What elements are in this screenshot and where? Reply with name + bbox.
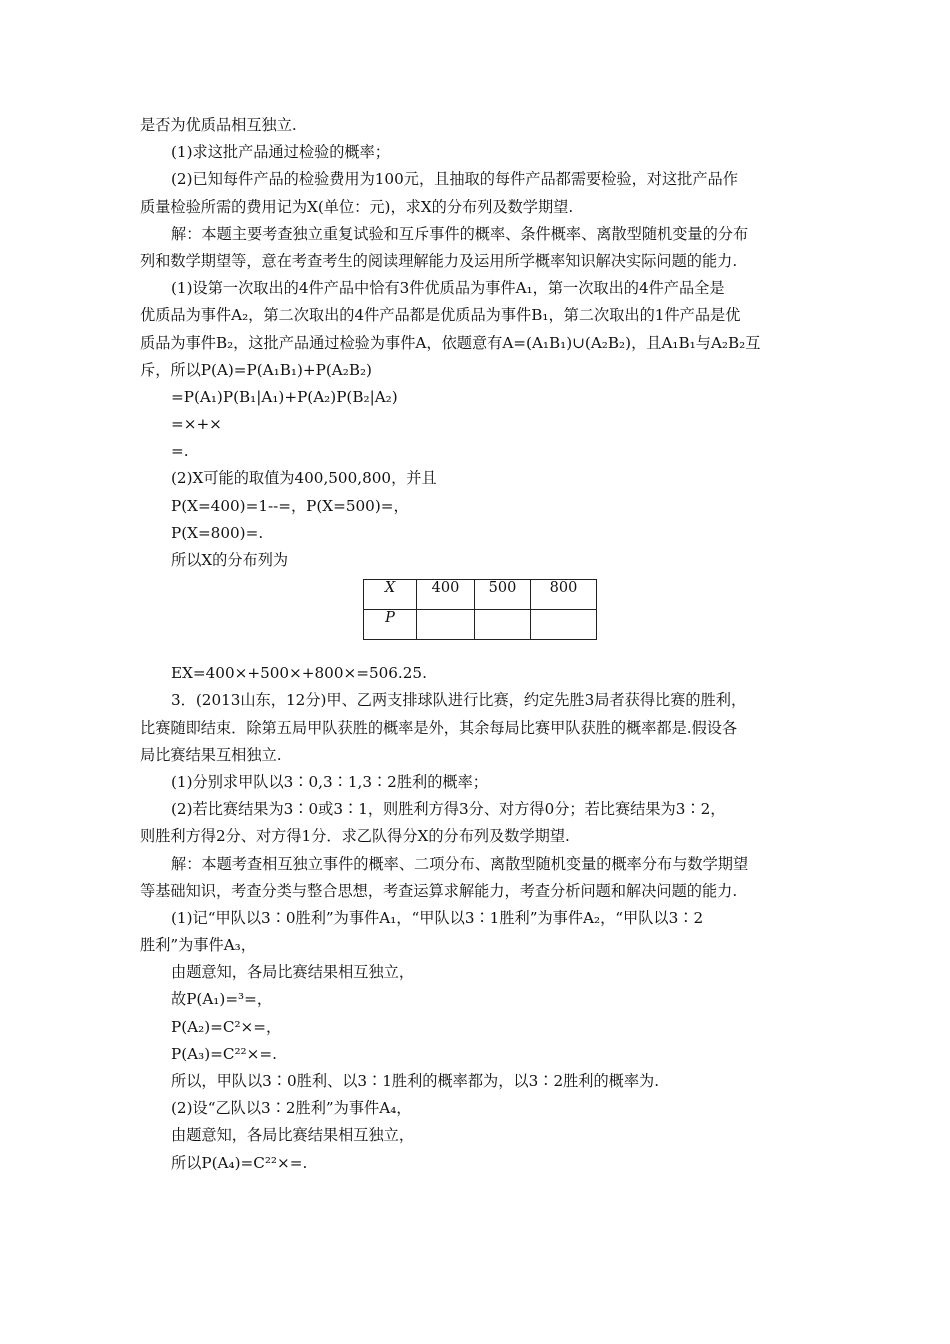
text-line: 胜利”为事件A₃， (140, 936, 256, 955)
text-line: (1)设第一次取出的4件产品中恰有3件优质品为事件A₁，第一次取出的4件产品全是 (171, 279, 725, 298)
text-block-part2 (140, 660, 820, 1177)
text-line: 故P(A₁)=³=， (171, 990, 273, 1009)
text-line: (2)设“乙队以3∶2胜利”为事件A₄， (171, 1099, 412, 1118)
text-line: =P(A₁)P(B₁|A₁)+P(A₂)P(B₂|A₂) (171, 387, 398, 406)
text-line: (1)分别求甲队以3∶0,3∶1,3∶2胜利的概率； (171, 772, 488, 791)
distribution-table (363, 579, 597, 640)
table-cell (475, 610, 531, 640)
table-cell: 800 (531, 580, 597, 610)
text-line: 所以X的分布列为 (171, 551, 289, 569)
table-row (364, 610, 597, 640)
text-line: =. (171, 442, 189, 461)
text-line: 解：本题主要考查独立重复试验和互斥事件的概率、条件概率、离散型随机变量的分布 (171, 224, 749, 243)
text-line: P(X=800)=. (171, 523, 264, 542)
text-line: 质品为事件B₂，这批产品通过检验为事件A，依题意有A=(A₁B₁)∪(A₂B₂)，且A₁B₁与A₂B₂互 (140, 333, 761, 352)
text-line: 比赛随即结束．除第五局甲队获胜的概率是外，其余每局比赛甲队获胜的概率都是.假设各 (140, 718, 738, 737)
text-line: =×+× (171, 415, 222, 434)
text-line: P(A₂)=C²×=， (171, 1017, 282, 1036)
text-line: 3．(2013山东，12分)甲、乙两支排球队进行比赛，约定先胜3局者获得比赛的胜利， (171, 691, 747, 710)
text-line: 所以，甲队以3∶0胜利、以3∶1胜利的概率都为，以3∶2胜利的概率为. (171, 1072, 660, 1090)
text-line: (1)记“甲队以3∶0胜利”为事件A₁，“甲队以3∶1胜利”为事件A₂，“甲队以3∶2 (171, 908, 704, 927)
text-block-part1 (140, 112, 820, 574)
document-body (140, 112, 820, 1177)
text-line: (1)求这批产品通过检验的概率； (171, 143, 390, 162)
text-line: 由题意知，各局比赛结果相互独立， (171, 1126, 414, 1145)
table-cell: 400 (417, 580, 475, 610)
table-cell: 500 (475, 580, 531, 610)
text-line: 优质品为事件A₂，第二次取出的4件产品都是优质品为事件B₁，第二次取出的1件产品是优 (140, 306, 741, 325)
text-line: (2)X可能的取值为400,500,800，并且 (171, 469, 437, 488)
text-line: (2)若比赛结果为3∶0或3∶1，则胜利方得3分、对方得0分；若比赛结果为3∶2， (171, 800, 726, 819)
table-cell: X (364, 580, 417, 610)
table-cell (531, 610, 597, 640)
table-cell (417, 610, 475, 640)
text-line: 斥，所以P(A)=P(A₁B₁)+P(A₂B₂) (140, 360, 372, 379)
text-line: (2)已知每件产品的检验费用为100元，且抽取的每件产品都需要检验，对这批产品作 (171, 170, 738, 189)
text-line: 质量检验所需的费用记为X(单位：元)，求X的分布列及数学期望. (140, 197, 574, 216)
text-line: 所以P(A₄)=C²²×=. (171, 1153, 308, 1172)
text-line: 等基础知识，考查分类与整合思想，考查运算求解能力，考查分析问题和解决问题的能力. (140, 881, 738, 900)
text-line: 列和数学期望等，意在考查考生的阅读理解能力及运用所学概率知识解决实际问题的能力. (140, 251, 738, 270)
text-line: 局比赛结果互相独立. (140, 745, 282, 764)
text-line: EX=400×+500×+800×=506.25. (171, 664, 427, 683)
text-line: P(X=400)=1--=，P(X=500)=， (171, 496, 409, 515)
table-cell: P (364, 610, 417, 640)
text-line: 解：本题考查相互独立事件的概率、二项分布、离散型随机变量的概率分布与数学期望 (171, 854, 749, 873)
text-line: P(A₃)=C²²×=. (171, 1044, 277, 1063)
text-line: 则胜利方得2分、对方得1分．求乙队得分X的分布列及数学期望. (140, 827, 570, 846)
text-line: 是否为优质品相互独立. (140, 116, 297, 134)
text-line: 由题意知，各局比赛结果相互独立， (171, 963, 414, 982)
table-row (364, 580, 597, 610)
